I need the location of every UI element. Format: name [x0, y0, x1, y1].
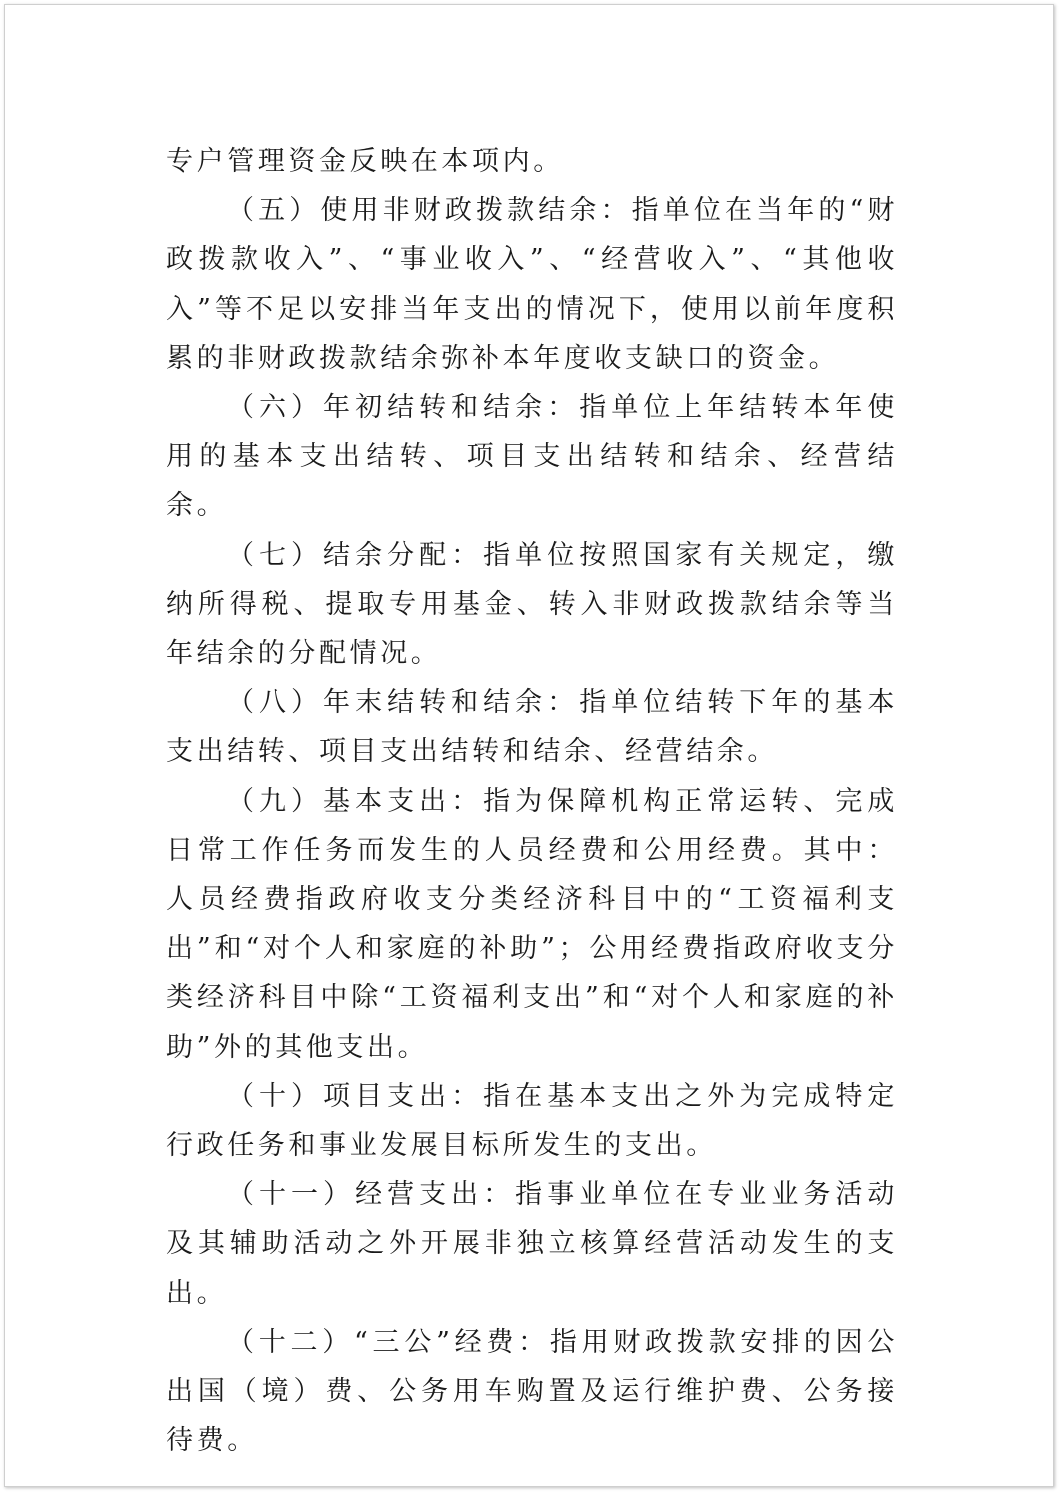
- paragraph-item-8: （八）年末结转和结余：指单位结转下年的基本支出结转、项目支出结转和结余、经营结余。: [166, 687, 898, 768]
- paragraph-item-12: （十二）“三公”经费：指用财政拨款安排的因公出国（境）费、公务用车购置及运行维护费、公务接待费。: [166, 1326, 898, 1457]
- paragraph-item-10: （十）项目支出：指在基本支出之外为完成特定行政任务和事业发展目标所发生的支出。: [166, 1080, 898, 1162]
- paragraph-continuation: 专户管理资金反映在本项内。: [166, 146, 564, 177]
- paragraph-item-6: （六）年初结转和结余：指单位上年结转本年使用的基本支出结转、项目支出结转和结余、经营结余。: [166, 392, 898, 522]
- paragraph-item-5: （五）使用非财政拨款结余：指单位在当年的“财政拨款收入”、“事业收入”、“经营收入”、“其他收入”等不足以安排当年支出的情况下，使用以前年度积累的非财政拨款结余弥补本年度收支缺口的资金。: [166, 195, 898, 374]
- paragraph-item-9: （九）基本支出：指为保障机构正常运转、完成日常工作任务而发生的人员经费和公用经费。其中：人员经费指政府收支分类经济科目中的“工资福利支出”和“对个人和家庭的补助”；公用经费指政府收支分类经济科目中除“工资福利支出”和“对个人和家庭的补助”外的其他支出。: [166, 785, 898, 1063]
- paragraph-item-7: （七）结余分配：指单位按照国家有关规定，缴纳所得税、提取专用基金、转入非财政拨款结余等当年结余的分配情况。: [166, 539, 898, 670]
- paragraph-item-11: （十一）经营支出：指事业单位在专业业务活动及其辅助活动之外开展非独立核算经营活动发生的支出。: [166, 1179, 898, 1309]
- document-body: [166, 137, 898, 1465]
